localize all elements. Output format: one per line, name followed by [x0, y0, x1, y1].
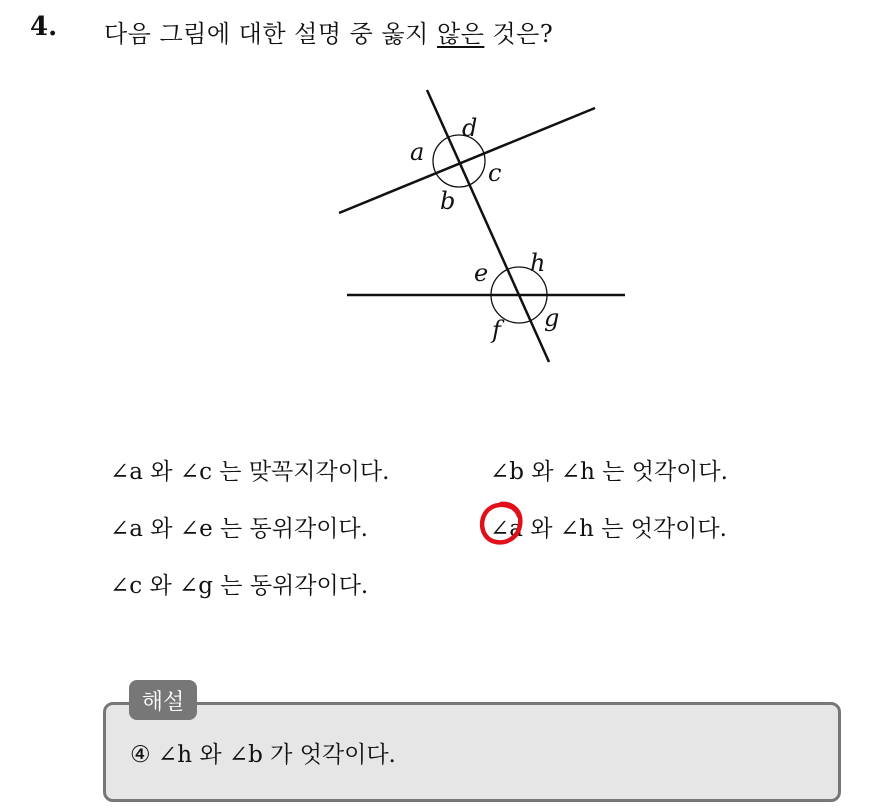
choice-5[interactable]	[110, 567, 368, 600]
selected-answer-circle	[476, 498, 526, 548]
choice-3[interactable]	[110, 510, 368, 543]
choice-1-text: ∠a 와 ∠c 는 맞꼭지각이다.	[110, 459, 390, 485]
label-d: d	[462, 114, 478, 142]
question-number: 4.	[30, 12, 58, 42]
label-e: e	[474, 259, 489, 287]
choice-1[interactable]	[110, 453, 389, 486]
label-c: c	[488, 159, 502, 187]
label-a: a	[410, 138, 425, 166]
label-f: f	[492, 316, 501, 344]
label-b: b	[440, 187, 456, 215]
transversal-line	[427, 90, 549, 362]
solution-tag: 해설	[129, 680, 197, 720]
choice-2-text: ∠b 와 ∠h 는 엇각이다.	[490, 459, 728, 485]
choice-3-text: ∠a 와 ∠e 는 동위각이다.	[110, 516, 368, 542]
question-text-after: 것은?	[484, 20, 554, 48]
label-h: h	[530, 249, 546, 277]
choice-2[interactable]	[490, 453, 728, 486]
question-text-underlined: 않은	[436, 20, 485, 48]
choice-5-text: ∠c 와 ∠g 는 동위각이다.	[110, 573, 369, 599]
question-text-before: 다음 그림에 대한 설명 중 옳지	[104, 20, 437, 48]
label-g: g	[544, 304, 560, 332]
solution-text: ④ ∠h 와 ∠b 가 엇각이다.	[130, 742, 396, 768]
choice-4-text: ∠a 와 ∠h 는 엇각이다.	[490, 516, 727, 542]
